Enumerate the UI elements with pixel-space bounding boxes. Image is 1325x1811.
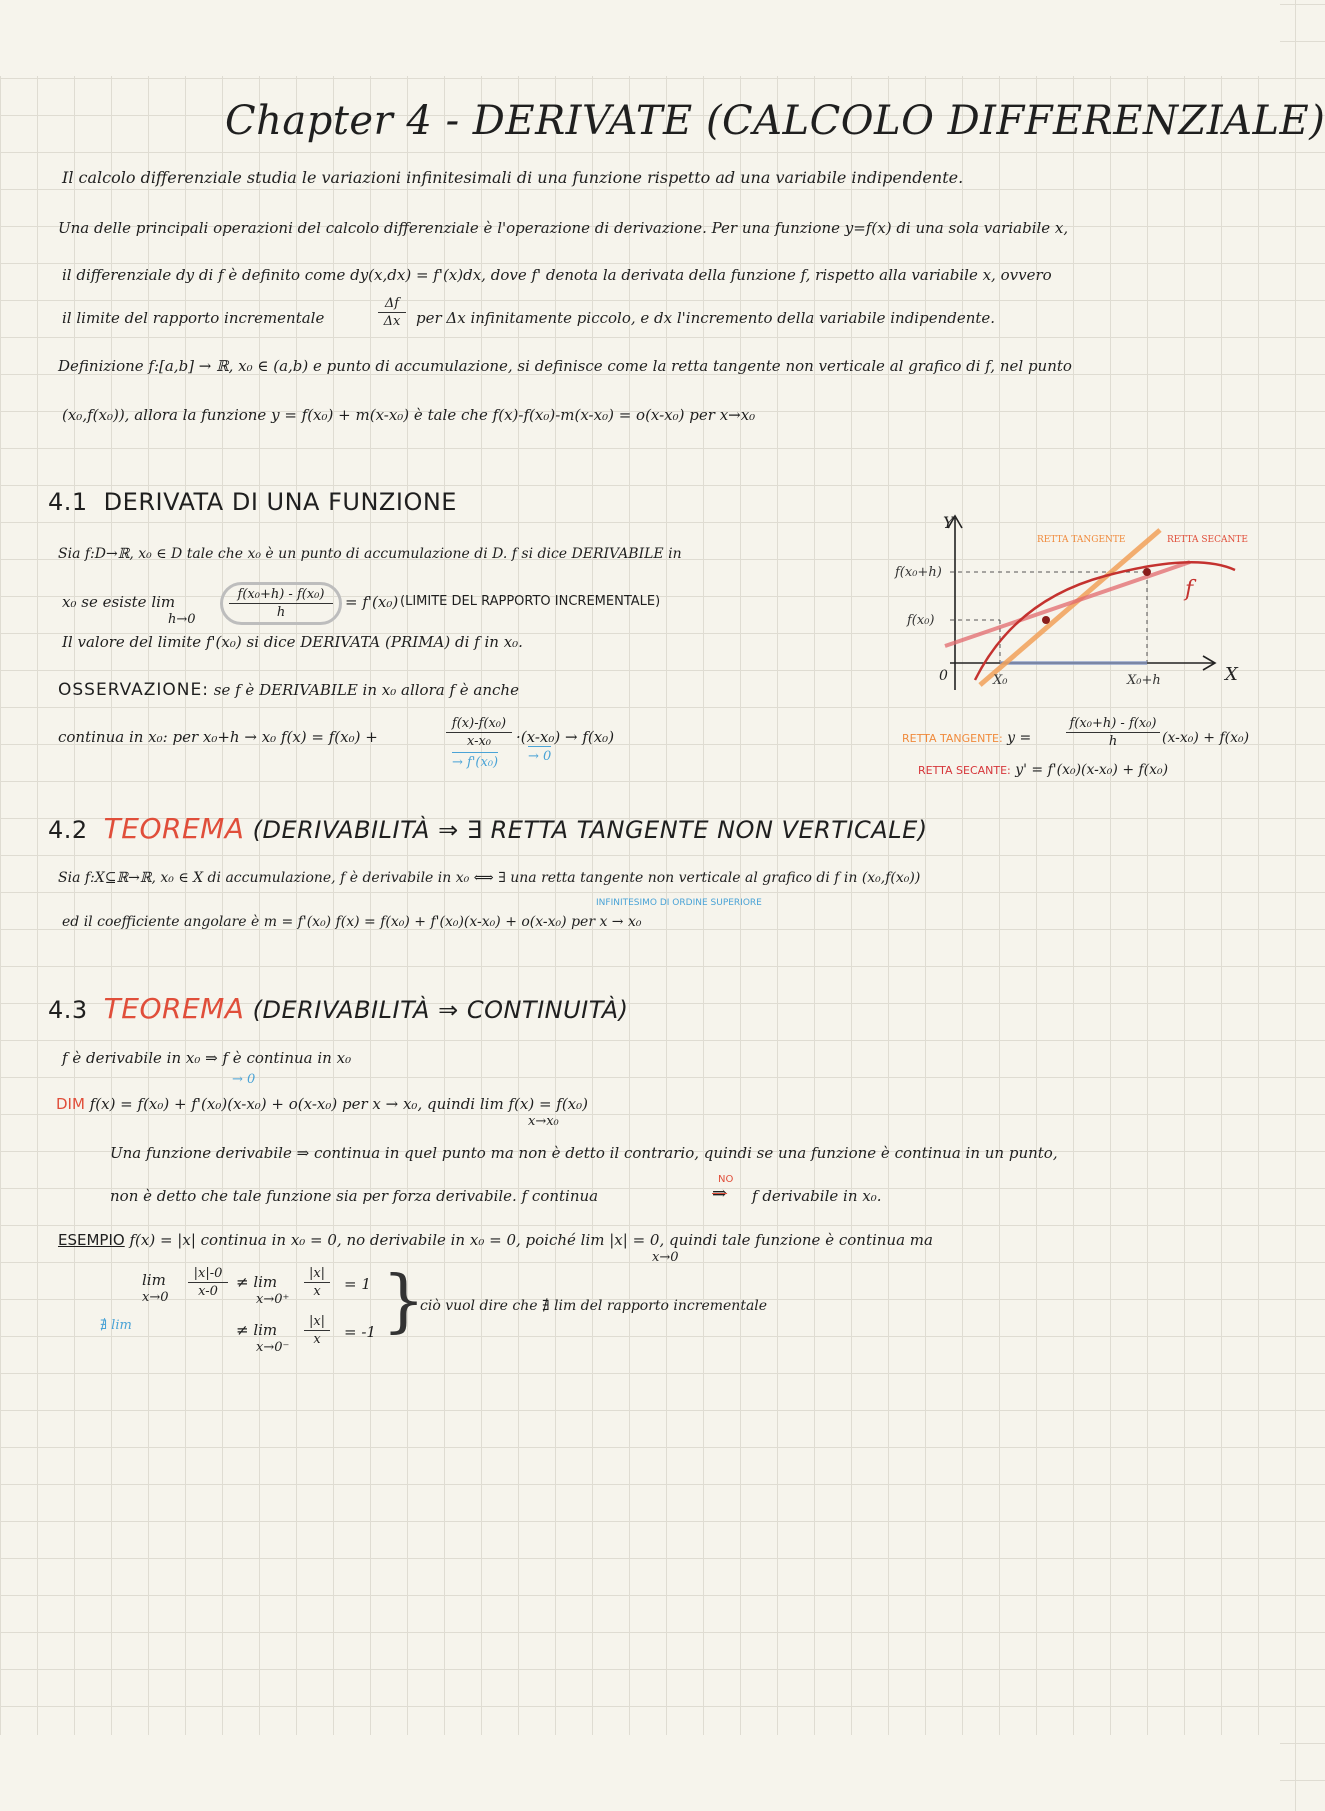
- point-x0h: [1143, 568, 1151, 576]
- section-title: DERIVATA DI UNA FUNZIONE: [103, 488, 457, 516]
- s41-line-4: [58, 680, 519, 700]
- y-axis-label: Y: [943, 513, 954, 532]
- lim3-num: |x|: [308, 1314, 326, 1329]
- section-number: 4.3: [48, 996, 88, 1024]
- s41-under-2: → 0: [528, 746, 551, 767]
- s41-line-1: Sia f:D→ℝ, x₀ ∈ D tale che x₀ è un punto di accumulazione di D. f si dice DERIVABILE in: [58, 546, 682, 562]
- intro-line-5: Definizione f:[a,b] → ℝ, x₀ ∈ (a,b) e punto di accumulazione, si definisce come la retta tangente non verticale al grafico di f, nel punto: [58, 357, 1072, 375]
- fraction-bar: [304, 1282, 330, 1283]
- limit-conclusion: ciò vuol dire che ∄ lim del rapporto incrementale: [420, 1298, 768, 1314]
- s41-fraction: [220, 582, 342, 625]
- s43-line-4a: non è detto che tale funzione sia per forza derivabile. f continua: [110, 1187, 599, 1205]
- origin-label: 0: [939, 668, 948, 684]
- s43-line-1: f è derivabile in x₀ ⇒ f è continua in x₀: [62, 1049, 352, 1067]
- intro-line-2: Una delle principali operazioni del calcolo differenziale è l'operazione di derivazione. Per una funzione y=f(x) di una sola variabile x,: [58, 219, 1069, 237]
- intro-line-1: Il calcolo differenziale studia le variazioni infinitesimali di una funzione rispetto ad una variabile indipendente.: [62, 168, 964, 187]
- section-4-2-heading: [48, 812, 928, 845]
- intro-line-3: il differenziale dy di f è definito come dy(x,dx) = f'(x)dx, dove f' denota la derivata della funzione f, rispetto alla variabile x, ovvero: [62, 266, 1052, 284]
- brace-icon: }: [382, 1262, 426, 1341]
- fraction-bar: [446, 732, 512, 733]
- lim2-value: = 1: [344, 1275, 371, 1293]
- s41-line-2a: x₀ se esiste lim: [62, 593, 176, 611]
- s42-line-2: ed il coefficiente angolare è m = f'(x₀) f(x) = f(x₀) + f'(x₀)(x-x₀) + o(x-x₀) per x → x₀: [62, 914, 642, 930]
- x-axis-label: X: [1225, 664, 1238, 685]
- lim1-num: |x|-0: [193, 1266, 223, 1281]
- tangent-label: RETTA TANGENTE: [1037, 535, 1126, 545]
- intro-fraction: [378, 296, 406, 329]
- s43-arrow-zero: → 0: [232, 1072, 256, 1087]
- tangent-secant-graph: [895, 510, 1255, 700]
- lim2-word: ≠ lim: [236, 1273, 278, 1291]
- s41-fraction-2-den: x-x₀: [466, 734, 492, 749]
- lim1-word: lim: [142, 1271, 166, 1289]
- tangent-formula-label: RETTA TANGENTE:: [902, 732, 1003, 745]
- intro-line-4a: il limite del rapporto incrementale: [62, 309, 325, 327]
- intro-fraction-num: Δf: [384, 296, 400, 311]
- s43-lim-sub: x→x₀: [528, 1114, 559, 1129]
- lim2-den: x: [313, 1284, 321, 1299]
- osservazione-label: OSSERVAZIONE:: [58, 680, 209, 700]
- x0h-label: X₀+h: [1127, 673, 1161, 688]
- tangent-formula-b: (x-x₀) + f(x₀): [1162, 730, 1250, 746]
- s41-fraction-2-num: f(x)-f(x₀): [451, 716, 507, 731]
- f-label: f: [1185, 577, 1194, 602]
- point-x0: [1042, 616, 1050, 624]
- fraction-bar: [1066, 732, 1160, 733]
- esempio-lim-sub: x→0: [652, 1250, 679, 1265]
- s41-line-2b: = f'(x₀): [345, 593, 399, 611]
- x0-label: X₀: [993, 673, 1008, 688]
- intro-fraction-den: Δx: [383, 314, 401, 329]
- s41-line-5a: continua in x₀: per x₀+h → x₀ f(x) = f(x₀) +: [58, 728, 378, 746]
- secant-formula-label: RETTA SECANTE:: [918, 764, 1011, 777]
- lim1-sub: x→0: [142, 1290, 169, 1305]
- s41-lim-sub: h→0: [168, 612, 196, 627]
- s43-line-3: Una funzione derivabile ⇒ continua in quel punto ma non è detto il contrario, quindi se una funzione è continua in un punto,: [110, 1144, 1058, 1162]
- s41-fraction-den: h: [276, 605, 286, 620]
- fraction-bar: [304, 1330, 330, 1331]
- tangent-fraction-den: h: [1108, 734, 1118, 749]
- section-number: 4.2: [48, 816, 88, 844]
- intro-line-4b: per Δx infinitamente piccolo, e dx l'incremento della variabile indipendente.: [416, 309, 996, 327]
- esempio-line: [58, 1230, 933, 1250]
- secant-label: RETTA SECANTE: [1167, 535, 1248, 545]
- lim2-fraction: [304, 1266, 330, 1299]
- section-4-3-heading: [48, 992, 629, 1025]
- s43-line-4b: f derivabile in x₀.: [752, 1187, 882, 1205]
- esempio-text: f(x) = |x| continua in x₀ = 0, no derivabile in x₀ = 0, poiché lim |x| = 0, quindi tale funzione è continua ma: [129, 1231, 933, 1249]
- fraction-bar: [378, 312, 406, 313]
- fraction-bar: [188, 1282, 228, 1283]
- teorema-word: TEOREMA: [103, 992, 245, 1025]
- secant-line: [945, 562, 1190, 646]
- lim2-sub: x→0⁺: [256, 1292, 290, 1307]
- dim-text: f(x) = f(x₀) + f'(x₀)(x-x₀) + o(x-x₀) per x → x₀, quindi lim f(x) = f(x₀): [89, 1095, 589, 1113]
- section-4-1-heading: [48, 488, 457, 516]
- s41-fraction-num: f(x₀+h) - f(x₀): [237, 587, 325, 602]
- lim1-fraction: [188, 1266, 228, 1299]
- lim3-word: ≠ lim: [236, 1321, 278, 1339]
- tangent-fraction-num: f(x₀+h) - f(x₀): [1069, 716, 1157, 731]
- lim2-num: |x|: [308, 1266, 326, 1281]
- dim-label: DIM: [56, 1095, 85, 1113]
- s41-note: (LIMITE DEL RAPPORTO INCREMENTALE): [400, 594, 661, 609]
- fx0h-label: f(x₀+h): [895, 565, 942, 580]
- esempio-label: ESEMPIO: [58, 1231, 125, 1249]
- intro-line-6: (x₀,f(x₀)), allora la funzione y = f(x₀) + m(x-x₀) è tale che f(x)-f(x₀)-m(x-x₀) = o(x-x₀) per x→x₀: [62, 406, 756, 424]
- lim3-den: x: [313, 1332, 321, 1347]
- s41-line-3: Il valore del limite f'(x₀) si dice DERIVATA (PRIMA) di f in x₀.: [62, 633, 523, 651]
- secant-formula: [918, 760, 1168, 781]
- s41-line-5b: ·(x-x₀) → f(x₀): [516, 728, 615, 746]
- tangent-formula-a: y =: [1007, 730, 1032, 746]
- no-lim-note: ∄ lim: [100, 1318, 132, 1333]
- fraction-bar: [229, 603, 333, 604]
- section-title: (DERIVABILITÀ ⇒ CONTINUITÀ): [252, 996, 629, 1024]
- teorema-word: TEOREMA: [103, 812, 245, 845]
- lim3-fraction: [304, 1314, 330, 1347]
- lim3-value: = -1: [344, 1323, 376, 1341]
- s41-under-1: → f'(x₀): [452, 752, 498, 773]
- osservazione-text: se f è DERIVABILE in x₀ allora f è anche: [213, 681, 519, 699]
- s41-fraction-2: [446, 716, 512, 749]
- lim1-den: x-0: [198, 1284, 218, 1299]
- no-label: NO: [718, 1174, 734, 1185]
- section-number: 4.1: [48, 488, 88, 516]
- s42-note: INFINITESIMO DI ORDINE SUPERIORE: [596, 898, 762, 908]
- lim3-sub: x→0⁻: [256, 1340, 290, 1355]
- secant-formula-eq: y' = f'(x₀)(x-x₀) + f(x₀): [1015, 762, 1169, 778]
- fx0-label: f(x₀): [907, 613, 935, 628]
- s43-line-2: [56, 1094, 588, 1114]
- page-title: Chapter 4 - DERIVATE (CALCOLO DIFFERENZIALE): [225, 98, 1325, 144]
- s42-line-1: Sia f:X⊆ℝ→ℝ, x₀ ∈ X di accumulazione, f è derivabile in x₀ ⟺ ∃ una retta tangente non verticale al grafico di f in (x₀,f(x₀)): [58, 870, 921, 886]
- tangent-fraction: [1066, 716, 1160, 749]
- section-title: (DERIVABILITÀ ⇒ ∃ RETTA TANGENTE NON VERTICALE): [252, 816, 928, 844]
- not-implies-arrow-icon: ⇒: [712, 1183, 728, 1204]
- tangent-formula: [902, 728, 1031, 749]
